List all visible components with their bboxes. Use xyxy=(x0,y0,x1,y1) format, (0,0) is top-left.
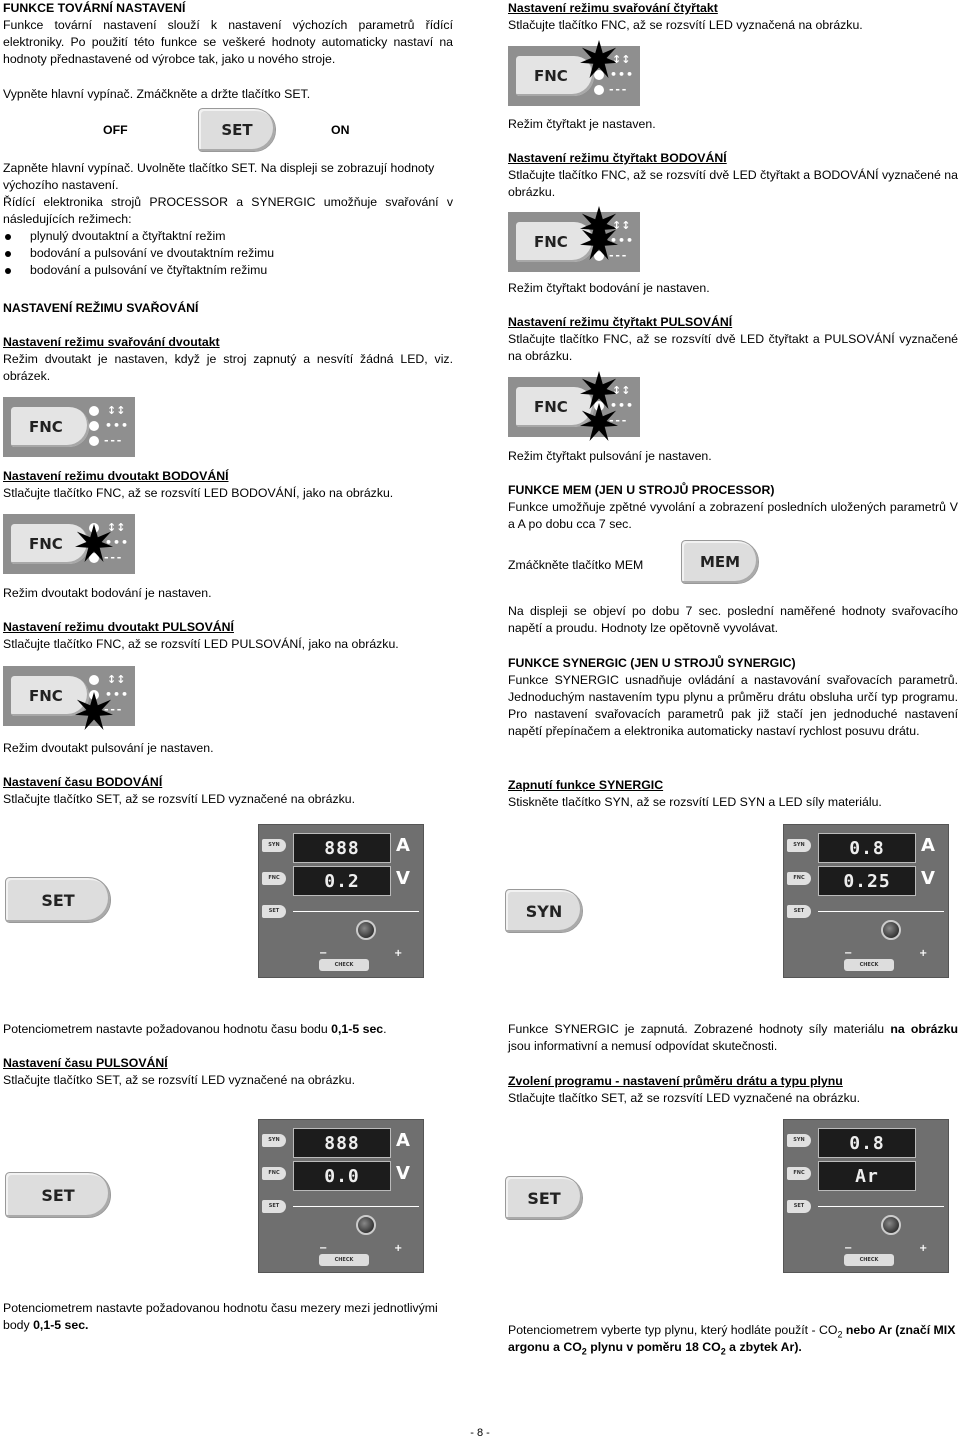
step-2-text: Zapněte hlavní vypínač. Uvolněte tlačítko SET. Na displeji se zobrazují hodnoty výchozího nastavení. xyxy=(3,161,435,192)
program-heading: Zvolení programu - nastavení průměru drátu a typu plynu xyxy=(508,1074,843,1088)
four-step-heading: Nastavení režimu svařování čtyřtakt xyxy=(508,1,718,15)
plus-label: + xyxy=(394,948,403,959)
pulse-icon: - - - xyxy=(104,703,121,716)
spot-icon: ••• xyxy=(105,688,130,701)
machine-panel-pulse-time xyxy=(258,1119,424,1273)
four-step-text: Stlačujte tlačítko FNC, až se rozsvítí LED vyznačená na obrázku. xyxy=(508,18,863,32)
unit-a: A xyxy=(921,835,935,856)
pulse-time-text: Stlačujte tlačítko SET, až se rozsvítí LED vyznačené na obrázku. xyxy=(3,1073,355,1087)
led-pulse xyxy=(89,436,99,446)
panel-line xyxy=(293,911,419,912)
potentiometer-knob xyxy=(356,1215,376,1235)
four-spot-done: Režim čtyřtakt bodování je nastaven. xyxy=(508,281,710,295)
gas-text: Potenciometrem vyberte typ plynu, který hodláte použít - $CO_2$ nebo Ar (značí MIX argonu a $CO_2$ plynu v poměru 18 $CO_2$ a zbytek Ar). xyxy=(508,1323,956,1357)
unit-a: A xyxy=(396,835,410,856)
pulse-icon: - - - xyxy=(609,83,626,96)
check-button: CHECK xyxy=(844,1254,894,1266)
fnc-panel-four-step xyxy=(508,46,640,106)
panel-line xyxy=(293,1206,419,1207)
voltage-display: 0.25 xyxy=(818,866,916,896)
synergic-on-text: Stiskněte tlačítko SYN, až se rozsvítí LED SYN a LED síly materiálu. xyxy=(508,795,882,809)
page-number: - 8 - xyxy=(470,1427,490,1439)
syn-button: SYN xyxy=(787,839,811,852)
led-four-step xyxy=(89,675,99,685)
pulse-icon: - - - xyxy=(104,551,121,564)
mode-item: bodování a pulsování ve dvoutaktním režimu xyxy=(3,245,453,262)
current-display: 0.8 xyxy=(818,833,916,863)
voltage-display: 0.0 xyxy=(293,1161,391,1191)
machine-panel-program xyxy=(783,1119,949,1273)
minus-label: − xyxy=(844,948,853,959)
minus-label: − xyxy=(844,1243,853,1254)
syn-button: SYN xyxy=(262,1134,286,1147)
two-pulse-done: Režim dvoutakt pulsování je nastaven. xyxy=(3,741,214,755)
four-step-icon: ↕↕ xyxy=(612,53,631,66)
four-step-icon: ↕↕ xyxy=(612,219,631,232)
syn-button: SYN xyxy=(262,839,286,852)
spot-icon: ••• xyxy=(610,234,635,247)
check-button: CHECK xyxy=(319,959,369,971)
mem-text: Funkce umožňuje zpětné vyvolání a zobrazení posledních uložených parametrů V a A po dobu cca 7 sec. xyxy=(508,500,958,531)
mem-press-text: Zmáčkněte tlačítko MEM xyxy=(508,558,644,572)
plus-label: + xyxy=(919,948,928,959)
synergic-text: Funkce SYNERGIC usnadňuje ovládání a nastavování svařovacích parametrů. Jednoduchým nastavením typu plynu a průměru drátu obsluha určí typ programu. Pro nastavení svařovacích parametrů pak již stačí jen jednoduché nastavení napětí přepínačem a elektronika automaticky nastaví rychlost posuvu drátu. xyxy=(508,673,958,738)
unit-v: V xyxy=(396,868,410,889)
four-pulse-text: Stlačujte tlačítko FNC, až se rozsvítí dvě LED čtyřtakt a PULSOVÁNÍ vyznačené na obrázku. xyxy=(508,332,958,363)
panel-line xyxy=(818,1206,944,1207)
fnc-key: FNC xyxy=(516,56,594,96)
voltage-display: Ar xyxy=(818,1161,916,1191)
fnc-panel-two-pulse xyxy=(3,666,135,726)
fnc-key: FNC xyxy=(11,676,89,716)
set-button: SET xyxy=(787,905,811,918)
fnc-key: FNC xyxy=(516,387,594,427)
pulse-icon: - - - xyxy=(609,249,626,262)
pulse-icon: - - - xyxy=(609,414,626,427)
two-spot-text: Stlačujte tlačítko FNC, až se rozsvítí LED BODOVÁNÍ, jako na obrázku. xyxy=(3,486,394,500)
check-button: CHECK xyxy=(844,959,894,971)
synergic-on-heading: Zapnutí funkce SYNERGIC xyxy=(508,778,664,792)
unit-v: V xyxy=(396,1163,410,1184)
fnc-button: FNC xyxy=(262,872,286,885)
set-key-illustration: SET xyxy=(5,877,111,923)
four-step-done: Režim čtyřtakt je nastaven. xyxy=(508,117,656,131)
four-step-icon: ↕↕ xyxy=(612,384,631,397)
synergic-info-text: Funkce SYNERGIC je zapnutá. Zobrazené hodnoty síly materiálu na obrázku jsou informativní a nemusí odpovídat skutečnosti. xyxy=(508,1022,958,1053)
potentiometer-knob xyxy=(881,920,901,940)
set-key-illustration: SET xyxy=(505,1176,583,1220)
unit-v: V xyxy=(921,868,935,889)
voltage-display: 0.2 xyxy=(293,866,391,896)
on-label: ON xyxy=(331,123,350,137)
spot-time-heading: Nastavení času BODOVÁNÍ xyxy=(3,775,163,789)
fnc-key: FNC xyxy=(516,222,594,262)
off-label: OFF xyxy=(103,123,128,137)
processor-text: Řídící elektronika strojů PROCESSOR a SYNERGIC umožňuje svařování v následujících režimech: xyxy=(3,195,453,226)
mem-button-illustration: MEM xyxy=(681,540,759,584)
fnc-panel-four-pulse xyxy=(508,377,640,437)
step-1-text: Vypněte hlavní vypínač. Zmáčkněte a držte tlačítko SET. xyxy=(3,87,311,101)
fnc-key: FNC xyxy=(11,407,89,447)
mode-item: plynulý dvoutaktní a čtyřtaktní režim xyxy=(3,228,453,245)
spot-icon: ••• xyxy=(610,399,635,412)
fnc-key: FNC xyxy=(11,524,89,564)
led-spot xyxy=(89,421,99,431)
unit-a: A xyxy=(396,1130,410,1151)
mem-heading: FUNKCE MEM (JEN U STROJŮ PROCESSOR) xyxy=(508,483,775,497)
factory-settings-intro: Funkce tovární nastavení slouží k nastavení výchozích parametrů řídící elektroniky. Po použití této funkce se veškeré hodnoty automaticky nastaví na hodnoty přednastavené od výrobce tak, jako u nového stroje. xyxy=(3,18,453,66)
section-title: NASTAVENÍ REŽIMU SVAŘOVÁNÍ xyxy=(3,301,199,315)
four-spot-text: Stlačujte tlačítko FNC, až se rozsvítí dvě LED čtyřtakt a BODOVÁNÍ vyznačené na obrázku. xyxy=(508,168,958,199)
mode-list xyxy=(3,228,453,279)
two-pulse-text: Stlačujte tlačítko FNC, až se rozsvítí LED PULSOVÁNÍ, jako na obrázku. xyxy=(3,637,399,651)
led-four-step xyxy=(89,406,99,416)
two-spot-heading: Nastavení režimu dvoutakt BODOVÁNÍ xyxy=(3,469,229,483)
fnc-button: FNC xyxy=(262,1167,286,1180)
fnc-panel-four-spot xyxy=(508,212,640,272)
four-spot-heading: Nastavení režimu čtyřtakt BODOVÁNÍ xyxy=(508,151,727,165)
fnc-panel-two-spot xyxy=(3,514,135,574)
factory-settings-title: FUNKCE TOVÁRNÍ NASTAVENÍ xyxy=(3,1,186,15)
two-step-heading: Nastavení režimu svařování dvoutakt xyxy=(3,335,220,349)
plus-label: + xyxy=(919,1243,928,1254)
four-step-icon: ↕↕ xyxy=(107,521,126,534)
four-pulse-done: Režim čtyřtakt pulsování je nastaven. xyxy=(508,449,712,463)
program-text: Stlačujte tlačítko SET, až se rozsvítí LED vyznačené na obrázku. xyxy=(508,1091,860,1105)
current-display: 0.8 xyxy=(818,1128,916,1158)
pulse-time-pot: Potenciometrem nastavte požadovanou hodnotu času mezery mezi jednotlivými body 0,1-5 sec. xyxy=(3,1301,438,1332)
current-display: 888 xyxy=(293,833,391,863)
spot-icon: ••• xyxy=(105,536,130,549)
panel-line xyxy=(818,911,944,912)
mem-display-text: Na displeji se objeví po dobu 7 sec. poslední naměřené hodnoty svařovacího napětí a proudu. Hodnoty lze opětovně vyvolávat. xyxy=(508,604,958,635)
two-spot-done: Režim dvoutakt bodování je nastaven. xyxy=(3,586,212,600)
four-step-icon: ↕↕ xyxy=(107,404,126,417)
set-button: SET xyxy=(262,1200,286,1213)
potentiometer-knob xyxy=(881,1215,901,1235)
mode-item: bodování a pulsování ve čtyřtaktním režimu xyxy=(3,262,453,279)
synergic-heading: FUNKCE SYNERGIC (JEN U STROJŮ SYNERGIC) xyxy=(508,656,796,670)
fnc-button: FNC xyxy=(787,1167,811,1180)
led-pulse xyxy=(594,85,604,95)
spot-icon: ••• xyxy=(610,68,635,81)
set-button: SET xyxy=(787,1200,811,1213)
fnc-button: FNC xyxy=(787,872,811,885)
pulse-time-heading: Nastavení času PULSOVÁNÍ xyxy=(3,1056,168,1070)
minus-label: − xyxy=(319,1243,328,1254)
machine-panel-spot-time xyxy=(258,824,424,978)
plus-label: + xyxy=(394,1243,403,1254)
syn-key-illustration: SYN xyxy=(505,889,583,933)
machine-panel-synergic xyxy=(783,824,949,978)
check-button: CHECK xyxy=(319,1254,369,1266)
spot-time-pot: Potenciometrem nastavte požadovanou hodnotu času bodu 0,1-5 sec. xyxy=(3,1022,387,1036)
potentiometer-knob xyxy=(356,920,376,940)
pulse-icon: - - - xyxy=(104,434,121,447)
minus-label: − xyxy=(319,948,328,959)
spot-icon: ••• xyxy=(105,419,130,432)
two-step-text: Režim dvoutakt je nastaven, když je stroj zapnutý a nesvítí žádná LED, viz. obrázek. xyxy=(3,352,453,383)
set-button-illustration: SET xyxy=(198,108,276,152)
syn-button: SYN xyxy=(787,1134,811,1147)
spot-time-text: Stlačujte tlačítko SET, až se rozsvítí LED vyznačené na obrázku. xyxy=(3,792,355,806)
two-pulse-heading: Nastavení režimu dvoutakt PULSOVÁNÍ xyxy=(3,620,234,634)
fnc-panel-two-step xyxy=(3,397,135,457)
set-key-illustration: SET xyxy=(5,1172,111,1218)
four-step-icon: ↕↕ xyxy=(107,673,126,686)
current-display: 888 xyxy=(293,1128,391,1158)
set-button: SET xyxy=(262,905,286,918)
four-pulse-heading: Nastavení režimu čtyřtakt PULSOVÁNÍ xyxy=(508,315,733,329)
